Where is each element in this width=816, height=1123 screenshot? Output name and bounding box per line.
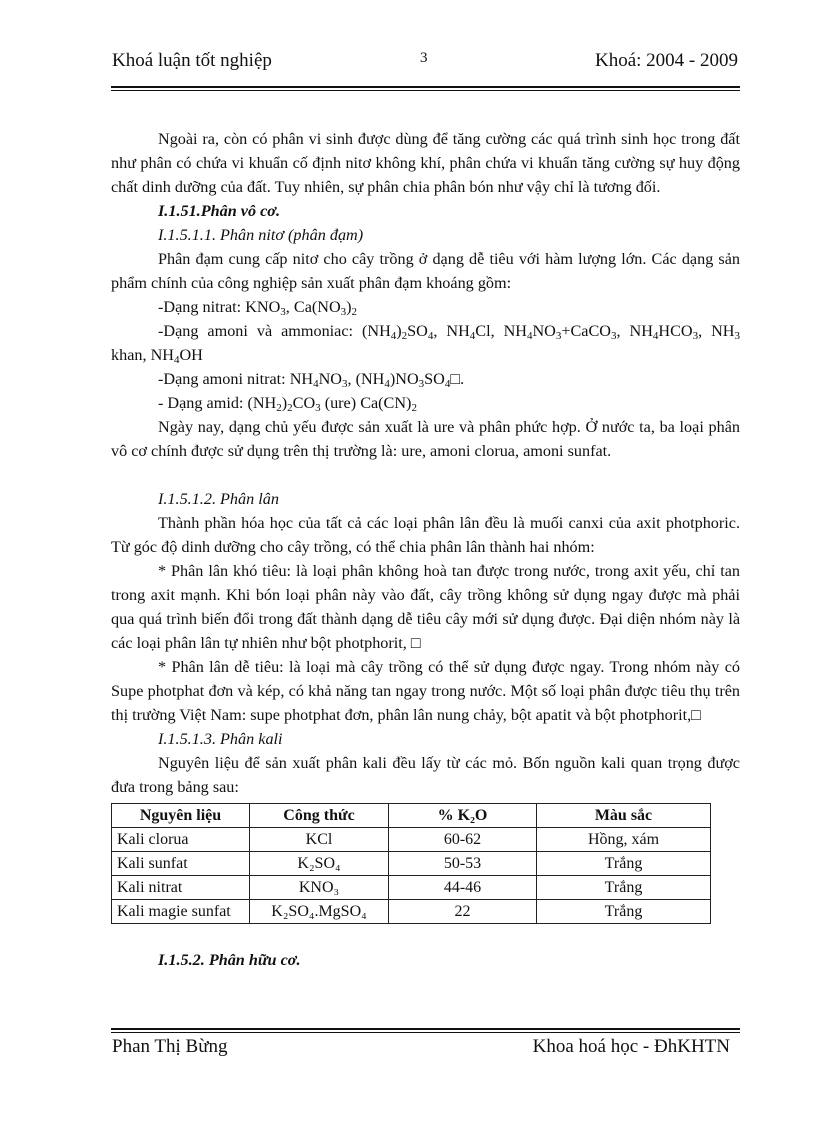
- header-rule: [111, 86, 740, 88]
- table-cell-color: Trắng: [537, 852, 711, 876]
- header-course-year: Khoá: 2004 - 2009: [594, 50, 738, 71]
- table-cell-k2o: 22: [389, 900, 537, 924]
- section-heading-phan-vo-co: I.1.51.Phân vô cơ.: [158, 202, 280, 220]
- formula-line-amoni-nitrat: -Dạng amoni nitrat: $NH_4NO_3$, $(NH_4)NO_3SO_4□$.: [158, 370, 465, 390]
- table-cell-k2o: 50-53: [389, 852, 537, 876]
- page-body: [111, 127, 740, 972]
- table-header-nguyen-lieu: Nguyên liệu: [112, 804, 250, 828]
- kali-sources-table: [111, 803, 711, 924]
- subsection-heading-phan-kali: I.1.5.1.3. Phân kali: [158, 730, 283, 748]
- subsection-heading-phan-nito: I.1.5.1.1. Phân nitơ (phân đạm): [158, 226, 364, 244]
- table-cell-formula: KCl: [250, 828, 389, 852]
- table-cell-color: Trắng: [537, 876, 711, 900]
- amid-ure-text: (ure): [320, 394, 361, 412]
- paragraph-phan-kali: Nguyên liệu để sản xuất phân kali đều lấy từ các mỏ. Bốn nguồn kali quan trọng được đưa trong bảng sau:: [111, 754, 740, 796]
- formula-line-amid: - Dạng amid: $(NH_2)_2CO_3$ (ure) $Ca(CN)_2$: [158, 394, 417, 414]
- paragraph-lan-kho-tieu: * Phân lân khó tiêu: là loại phân không hoà tan được trong nước, trong axit yếu, chỉ tan trong axit mạnh. Khi bón loại phân này vào đất, cây trồng không sử dụng ngay được mà phải qua quá trình biến đổi trong đất thành dạng dễ tiêu cây mới sử dụng được. Đại diện nhóm này là các loại phân lân tự nhiên như bột photphorit, □: [111, 562, 740, 652]
- table-row: [112, 900, 711, 924]
- table-cell-color: Hồng, xám: [537, 828, 711, 852]
- paragraph-phan-lan: Thành phần hóa học của tất cả các loại phân lân đều là muối canxi của axit photphoric. Từ góc độ dinh dưỡng cho cây trồng, có thể chia phân lân thành hai nhóm:: [111, 514, 740, 556]
- table-header-cong-thuc: Công thức: [250, 804, 389, 828]
- footer-rule: [111, 1028, 740, 1030]
- nitrat-label: -Dạng nitrat:: [158, 298, 246, 316]
- subsection-heading-phan-lan: I.1.5.1.2. Phân lân: [158, 490, 279, 508]
- amid-label: - Dạng amid:: [158, 394, 248, 412]
- table-cell-formula: K₂SO₄.MgSO₄: [250, 900, 389, 924]
- table-cell-formula: K₂SO₄: [250, 852, 389, 876]
- table-header-k2o: % K₂O: [389, 804, 537, 828]
- table-cell-material: Kali magie sunfat: [112, 900, 250, 924]
- table-row: [112, 828, 711, 852]
- formula-line-nitrat: -Dạng nitrat: $KNO_3$, $Ca(NO_3)_2$: [158, 298, 358, 318]
- amoni-label: -Dạng amoni và ammoniac:: [158, 322, 362, 340]
- page-number: 3: [420, 50, 428, 66]
- table-cell-material: Kali clorua: [112, 828, 250, 852]
- footer-rule-thin: [111, 1032, 740, 1033]
- table-header-row: [112, 804, 711, 828]
- table-cell-k2o: 44-46: [389, 876, 537, 900]
- footer-faculty: Khoa hoá học - ĐhKHTN: [532, 1036, 730, 1057]
- nh3-khan-text: khan,: [111, 346, 151, 364]
- header-title: Khoá luận tốt nghiệp: [112, 50, 272, 71]
- table-row: [112, 852, 711, 876]
- table-cell-formula: KNO₃: [250, 876, 389, 900]
- paragraph-phan-dam: Phân đạm cung cấp nitơ cho cây trồng ở dạng dễ tiêu với hàm lượng lớn. Các dạng sản phẩm chính của công nghiệp sản xuất phân đạm khoáng gồm:: [111, 250, 740, 292]
- spacer: [111, 463, 740, 487]
- table-cell-material: Kali sunfat: [112, 852, 250, 876]
- paragraph-lan-de-tieu: * Phân lân dễ tiêu: là loại mà cây trồng có thể sử dụng được ngay. Trong nhóm này có Supe photphat đơn và kép, có khả năng tan ngay trong nước. Một số loại phân được tiêu thụ trên thị trường Việt Nam: supe photphat đơn, phân lân nung chảy, bột apatit và bột photphorit,□: [111, 658, 740, 724]
- spacer: [111, 924, 740, 948]
- table-cell-material: Kali nitrat: [112, 876, 250, 900]
- table-row: [112, 876, 711, 900]
- table-header-mau-sac: Màu sắc: [537, 804, 711, 828]
- footer-author: Phan Thị Bừng: [112, 1036, 228, 1057]
- header-rule-thin: [111, 90, 740, 91]
- table-cell-color: Trắng: [537, 900, 711, 924]
- formula-line-amoni: -Dạng amoni và ammoniac: $(NH_4)_2SO_4$, $NH_4Cl$, $NH_4NO_3+CaCO_3$, $NH_4HCO_3$, $NH_3$ khan, $NH_4OH$: [111, 322, 740, 366]
- section-heading-phan-huu-co: I.1.5.2. Phân hữu cơ.: [158, 951, 301, 969]
- paragraph-vi-sinh: Ngoài ra, còn có phân vi sinh được dùng để tăng cường các quá trình sinh học trong đất như phân có chứa vi khuẩn cố định nitơ không khí, phân chứa vi khuẩn tăng cường sự huy động chất dinh dưỡng của đất. Tuy nhiên, sự phân chia phân bón như vậy chỉ là tương đối.: [111, 130, 740, 196]
- amoni-nitrat-label: -Dạng amoni nitrat:: [158, 370, 290, 388]
- table-cell-k2o: 60-62: [389, 828, 537, 852]
- paragraph-ngay-nay: Ngày nay, dạng chủ yếu được sản xuất là ure và phân phức hợp. Ở nước ta, ba loại phân vô cơ chính được sử dụng trên thị trường là: ure, amoni clorua, amoni sunfat.: [111, 418, 740, 460]
